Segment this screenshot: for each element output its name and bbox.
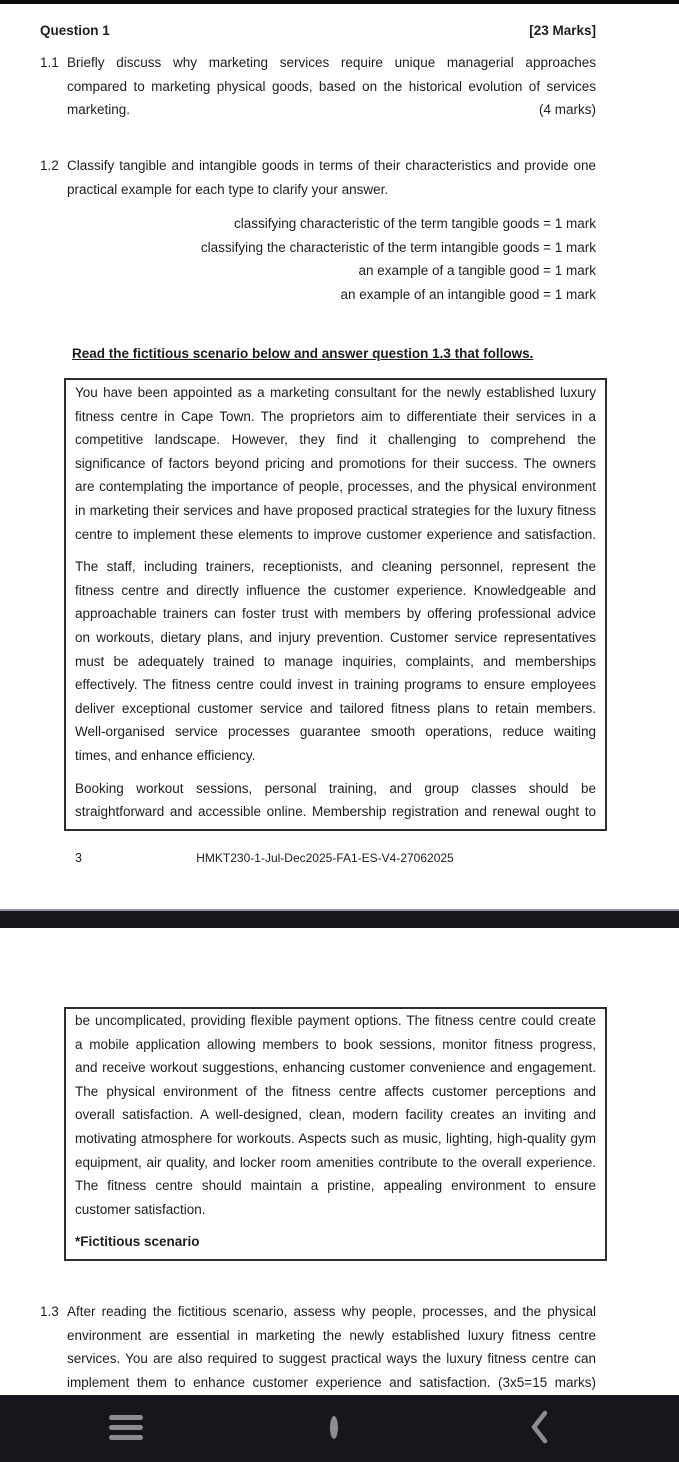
text-line: implement them to enhance customer experience and satisfaction. (3x5=15 marks): [67, 1374, 596, 1390]
text-line: compared to marketing physical goods, based on the historical evolution of services: [67, 78, 596, 94]
question-last-line: [67, 98, 596, 122]
scenario-paragraph: [75, 381, 596, 546]
menu-icon[interactable]: [109, 1415, 143, 1440]
text-line: competitive landscape. However, they find it challenging to comprehend the: [75, 432, 596, 448]
scenario-lines: [75, 555, 596, 744]
scenario-paragraph: [75, 555, 596, 767]
text-line: significance of factors beyond pricing and promotions for their success. The owners: [75, 455, 596, 471]
home-circle-icon[interactable]: [319, 1412, 349, 1442]
page-divider: [0, 909, 679, 928]
text-line: and receive workout suggestions, enhancing customer convenience and engagement.: [75, 1060, 596, 1076]
text-line: an example of a tangible good = 1 mark: [358, 263, 596, 279]
text-line: Briefly discuss why marketing services require unique managerial approaches: [67, 55, 596, 70]
text-line: You have been appointed as a marketing consultant for the newly established luxury: [75, 385, 596, 400]
text-line: must be adequately trained to manage inquiries, complaints, and memberships: [75, 653, 596, 669]
text-line: services. You are also required to suggest practical ways the luxury fitness centre can: [67, 1351, 596, 1367]
text-line: Booking workout sessions, personal training, and group classes should be: [75, 780, 596, 796]
text-line: straightforward and accessible online. Membership registration and renewal ought to: [75, 804, 596, 820]
question-number: 1.2: [40, 158, 59, 173]
scenario-box-page4: [64, 1007, 607, 1261]
text-line: an example of an intangible good = 1 mark: [340, 287, 596, 303]
text-line: After reading the fictitious scenario, assess why people, processes, and the physical: [67, 1304, 596, 1319]
scenario-heading: Read the fictitious scenario below and answer question 1.3 that follows.: [72, 346, 534, 361]
question-title: Question 1: [40, 23, 110, 38]
fictitious-scenario-note: *Fictitious scenario: [75, 1234, 200, 1250]
text-line: centre to implement these elements to improve customer experience and satisfaction.: [75, 526, 596, 542]
text-line: effectively. The fitness centre could invest in training programs to ensure employees: [75, 677, 596, 693]
status-bar-strip: [0, 0, 679, 4]
question-lines: [67, 51, 596, 98]
scenario-box-page3: [64, 378, 607, 831]
mark-allocation-list: [40, 212, 596, 307]
back-chevron: [527, 1408, 553, 1446]
menu-bar: [109, 1425, 143, 1430]
document-code: HMKT230-1-Jul-Dec2025-FA1-ES-V4-27062025: [196, 851, 454, 865]
scenario-paragraph: [75, 777, 596, 824]
scenario-paragraph: [75, 1009, 596, 1221]
android-nav-bar: [0, 1395, 679, 1462]
text-line: fitness centre in Cape Town. The proprietors aim to differentiate their services in a: [75, 408, 596, 424]
question-total-marks: [23 Marks]: [529, 23, 596, 38]
back-icon[interactable]: [527, 1408, 553, 1446]
text-line: equipment, air quality, and locker room amenities contribute to the overall experience.: [75, 1154, 596, 1170]
text-line: on workouts, dietary plans, and injury prevention. Customer service representatives: [75, 629, 596, 645]
text-line: be uncomplicated, providing flexible payment options. The fitness centre could create: [75, 1013, 596, 1028]
question-text: [67, 154, 596, 201]
home-ring: [330, 1416, 338, 1439]
text-line: are contemplating the importance of people, processes, and the physical environment: [75, 479, 596, 495]
text-line: environment are essential in marketing the newly established luxury fitness centre: [67, 1327, 596, 1343]
question-number: 1.1: [40, 55, 59, 70]
scenario-last-line: times, and enhance efficiency.: [75, 747, 256, 763]
question-text: [67, 51, 596, 122]
text-line: approachable trainers can foster trust with members by offering professional advice: [75, 606, 596, 622]
scenario-lines: [75, 1009, 596, 1198]
question-1-2: [40, 154, 596, 201]
question-marks: (4 marks): [539, 102, 596, 118]
text-line: deliver exceptional customer service and tailored fitness plans to retain members.: [75, 700, 596, 716]
text-line: The staff, including trainers, receptionists, and cleaning personnel, represent the: [75, 559, 596, 575]
question-last-line: practical example for each type to clarify your answer.: [67, 181, 389, 197]
text-line: Classify tangible and intangible goods in terms of their characteristics and provide one: [67, 158, 596, 173]
menu-bar: [109, 1435, 143, 1440]
question-lines: [67, 154, 596, 178]
question-text-end: marketing.: [67, 102, 131, 118]
question-1-1: [40, 51, 596, 122]
text-line: fitness centre and directly influence the customer experience. Knowledgeable and: [75, 582, 596, 598]
text-line: in marketing their services and have proposed practical strategies for the luxury fitness: [75, 502, 596, 518]
text-line: classifying the characteristic of the term intangible goods = 1 mark: [200, 239, 596, 255]
question-text: [67, 1300, 596, 1394]
text-line: a mobile application allowing members to book sessions, monitor fitness progress,: [75, 1036, 596, 1052]
question-lines: [67, 1300, 596, 1394]
text-line: Well-organised service processes guarantee smooth operations, reduce waiting: [75, 724, 596, 740]
menu-bar: [109, 1415, 143, 1420]
text-line: The physical environment of the fitness centre affects customer perceptions and: [75, 1083, 596, 1099]
text-line: motivating atmosphere for workouts. Aspects such as music, lighting, high-quality gym: [75, 1130, 596, 1146]
text-line: classifying characteristic of the term tangible goods = 1 mark: [233, 216, 596, 231]
question-header: [40, 21, 596, 41]
question-1-3: [40, 1300, 596, 1394]
text-line: overall satisfaction. A well-designed, clean, modern facility creates an inviting and: [75, 1107, 596, 1123]
text-line: The fitness centre should maintain a pristine, appealing environment to ensure: [75, 1178, 596, 1194]
scenario-last-line: customer satisfaction.: [75, 1201, 206, 1217]
page-number: 3: [75, 851, 82, 865]
question-number: 1.3: [40, 1304, 59, 1319]
